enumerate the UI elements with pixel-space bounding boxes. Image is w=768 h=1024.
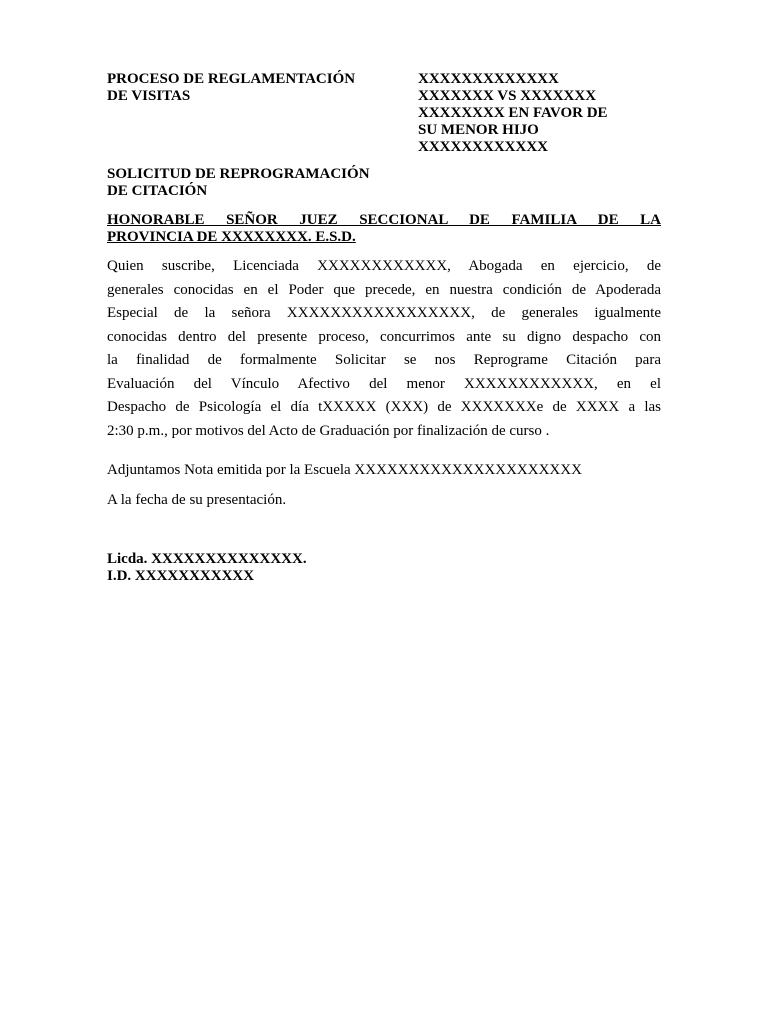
addressee-line: HONORABLE SEÑOR JUEZ SECCIONAL DE FAMILIA DE LA — [107, 212, 661, 228]
body-line: Despacho de Psicología el día tXXXXX (XXX) de XXXXXXXe de XXXX a las — [107, 399, 661, 415]
addressee — [107, 212, 661, 246]
attachment-note: Adjuntamos Nota emitida por la Escuela XXXXXXXXXXXXXXXXXXXXX — [107, 462, 582, 478]
body-line: Quien suscribe, Licenciada XXXXXXXXXXXX, Abogada en ejercicio, de — [107, 258, 661, 274]
body-line: Evaluación del Vínculo Afectivo del menor XXXXXXXXXXXX, en el — [107, 375, 661, 392]
date-line: A la fecha de su presentación. — [107, 492, 287, 508]
case-parties-line: XXXXXXX VS XXXXXXX — [418, 88, 597, 104]
request-title-line: DE CITACIÓN — [107, 183, 208, 199]
case-parties-line: XXXXXXXX EN FAVOR DE — [418, 105, 608, 121]
body-line: generales conocidas en el Poder que precede, en nuestra condición de Apoderada — [107, 281, 661, 298]
signature-id: I.D. XXXXXXXXXXX — [107, 568, 255, 584]
case-type-line: DE VISITAS — [107, 88, 191, 104]
case-parties-line: XXXXXXXXXXXXX — [418, 71, 559, 87]
case-type-heading — [107, 71, 407, 105]
signature-name: Licda. XXXXXXXXXXXXXX. — [107, 551, 307, 567]
body-line: 2:30 p.m., por motivos del Acto de Graduación por finalización de curso . — [107, 422, 550, 439]
case-parties-heading — [418, 71, 663, 156]
body-paragraph — [107, 255, 661, 443]
request-title-line: SOLICITUD DE REPROGRAMACIÓN — [107, 166, 370, 182]
request-title — [107, 166, 437, 200]
body-line: conocidas dentro del presente proceso, concurrimos ante su digno despacho con — [107, 328, 661, 345]
body-line: Especial de la señora XXXXXXXXXXXXXXXXX, de generales igualmente — [107, 305, 661, 321]
addressee-line: PROVINCIA DE XXXXXXXX. E.S.D. — [107, 229, 356, 245]
signature-block — [107, 551, 507, 585]
body-line: la finalidad de formalmente Solicitar se nos Reprograme Citación para — [107, 352, 661, 368]
case-parties-line: SU MENOR HIJO — [418, 122, 539, 138]
case-type-line: PROCESO DE REGLAMENTACIÓN — [107, 71, 356, 87]
case-parties-line: XXXXXXXXXXXX — [418, 139, 548, 155]
